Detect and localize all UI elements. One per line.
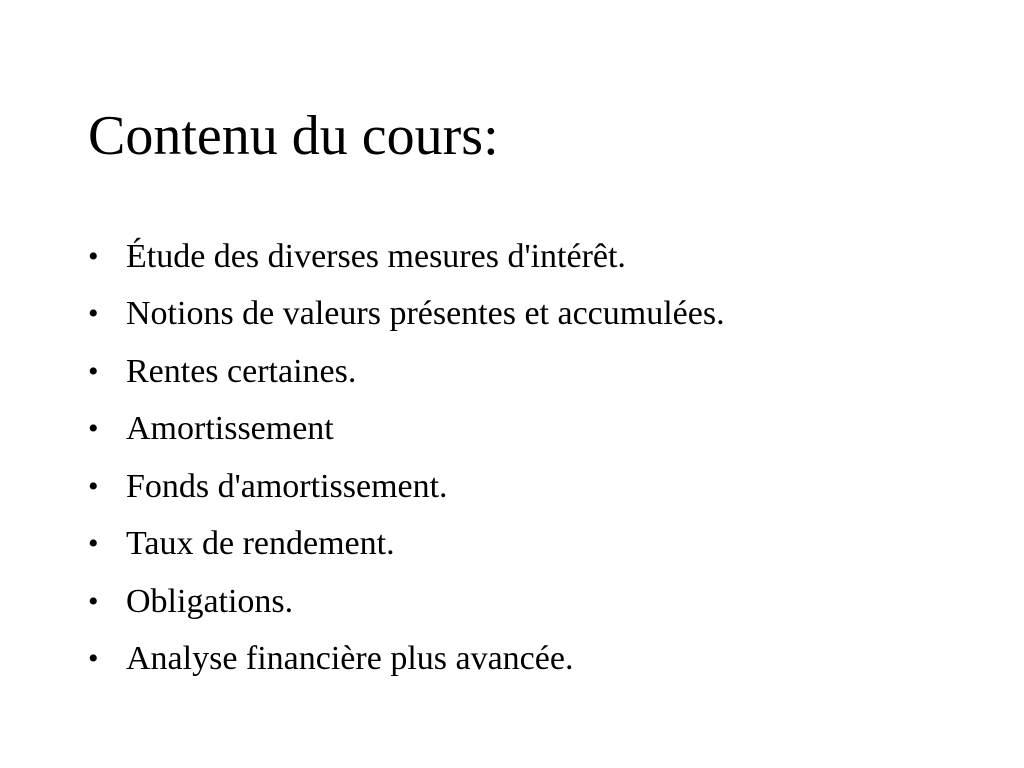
list-item-text: Rentes certaines. (126, 352, 357, 390)
bullet-icon: • (88, 354, 99, 388)
list-item-text: Étude des diverses mesures d'intérêt. (126, 237, 626, 275)
list-item (88, 573, 725, 631)
list-item-text: Obligations. (126, 582, 294, 620)
bullet-icon: • (88, 297, 99, 331)
bullet-icon: • (88, 642, 99, 676)
list-item-text: Amortissement (126, 410, 334, 448)
list-item (88, 228, 725, 286)
list-item (88, 516, 725, 574)
list-item (88, 286, 725, 344)
list-item (88, 631, 725, 689)
list-item-text: Analyse financière plus avancée. (126, 640, 574, 678)
bullet-list (88, 228, 725, 688)
list-item-text: Taux de rendement. (126, 525, 395, 563)
bullet-icon: • (88, 239, 99, 273)
list-item-text: Fonds d'amortissement. (126, 467, 448, 505)
slide-title: Contenu du cours: (88, 105, 499, 167)
list-item (88, 401, 725, 459)
bullet-icon: • (88, 412, 99, 446)
list-item (88, 343, 725, 401)
bullet-icon: • (88, 469, 99, 503)
list-item (88, 458, 725, 516)
list-item-text: Notions de valeurs présentes et accumulées. (126, 295, 725, 333)
bullet-icon: • (88, 527, 99, 561)
bullet-icon: • (88, 584, 99, 618)
